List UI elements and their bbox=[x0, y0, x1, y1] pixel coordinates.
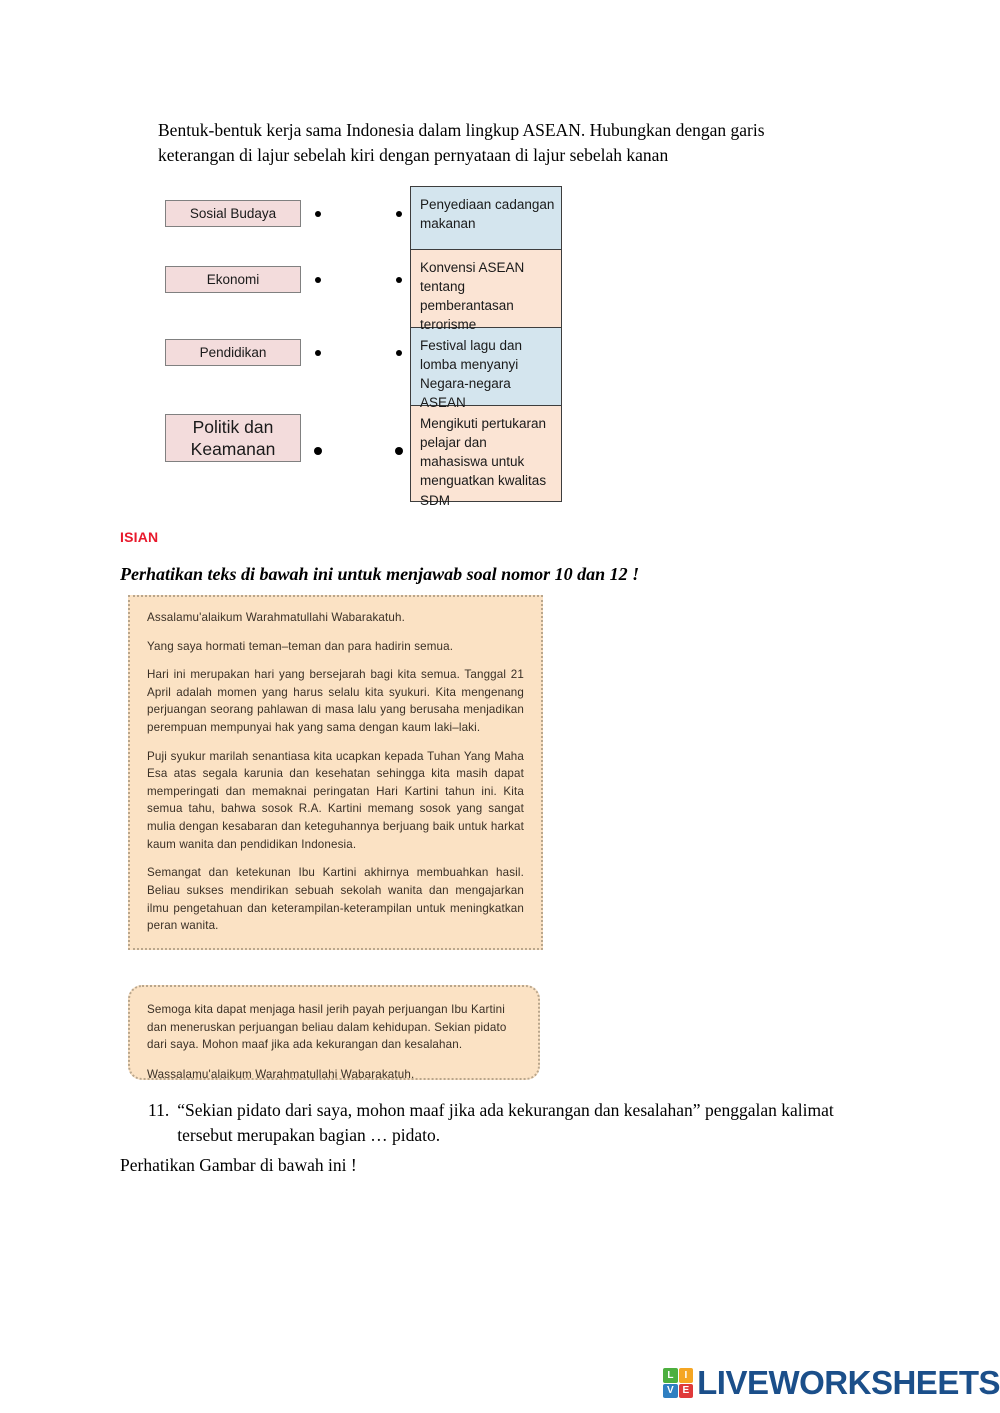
match-right-item-festival-lagu-asean[interactable]: Festival lagu dan lomba menyanyi Negara-negara ASEAN bbox=[411, 328, 561, 406]
intro-paragraph: Bentuk-bentuk kerja sama Indonesia dalam lingkup ASEAN. Hubungkan dengan garis keterangan di lajur sebelah kiri dengan pernyataan di lajur sebelah kanan bbox=[158, 120, 765, 165]
match-left-connector-dot-1[interactable] bbox=[315, 211, 321, 217]
liveworksheets-wordmark: LIVEWORKSHEETS bbox=[697, 1364, 1000, 1401]
speech-passage-main bbox=[128, 595, 543, 950]
isian-section-heading: ISIAN bbox=[120, 529, 159, 545]
speech-paragraph bbox=[147, 946, 524, 950]
match-right-connector-dot-2[interactable] bbox=[396, 277, 402, 283]
reading-instruction: Perhatikan teks di bawah ini untuk menjawab soal nomor 10 dan 12 ! bbox=[120, 564, 640, 584]
speech-paragraph: Semangat dan ketekunan Ibu Kartini akhirnya membuahkan hasil. Beliau sukses mendirikan sebuah sekolah wanita dan mengajarkan ilmu pengetahuan dan keterampilan-keterampilan untuk meningkatkan peran wanita. bbox=[147, 866, 524, 933]
speech-paragraph: Puji syukur marilah senantiasa kita ucapkan kepada Tuhan Yang Maha Esa atas segala karunia dan kesehatan sehingga kita masih dapat memperingati dan memaknai peringatan Hari Kartini tahun ini. Kita semua tahu, bahwa sosok R.A. Kartini memang sosok yang sangat mulia dengan kesabaran dan keteguhannya berjuang baik untuk harkat kaum wanita dan pendidikan Indonesia. bbox=[147, 749, 524, 851]
match-right-connector-dot-1[interactable] bbox=[396, 211, 402, 217]
liveworksheets-logo-icon bbox=[663, 1368, 693, 1398]
logo-letter-e: E bbox=[679, 1384, 694, 1399]
match-right-item-pertukaran-pelajar[interactable]: Mengikuti pertukaran pelajar dan mahasiswa untuk menguatkan kwalitas SDM bbox=[411, 406, 561, 501]
speech-closing-paragraph: Semoga kita dapat menjaga hasil jerih payah perjuangan Ibu Kartini dan meneruskan perjuangan beliau dalam kehidupan. Sekian pidato dari saya. Mohon maaf jika ada kekurangan dan kesalahan. bbox=[147, 1003, 507, 1052]
matching-right-column bbox=[410, 186, 562, 508]
question-11 bbox=[148, 1098, 888, 1148]
speech-paragraph: Assalamu'alaikum Warahmatullahi Wabarakatuh. bbox=[147, 611, 405, 624]
match-left-item-pendidikan[interactable]: Pendidikan bbox=[165, 339, 301, 366]
match-right-connector-dot-3[interactable] bbox=[396, 350, 402, 356]
match-right-connector-dot-4[interactable] bbox=[395, 447, 403, 455]
question-text: “Sekian pidato dari saya, mohon maaf jika ada kekurangan dan kesalahan” penggalan kalimat tersebut merupakan bagian … pidato. bbox=[177, 1100, 834, 1145]
speech-paragraph: Hari ini merupakan hari yang bersejarah bagi kita semua. Tanggal 21 April adalah momen yang harus selalu kita syukuri. Kita mengenang perjuangan seorang pahlawan di masa lalu yang berusaha menjadikan perempuan mempunyai hak yang sama dengan kaum laki–laki. bbox=[147, 668, 524, 735]
match-right-item-konvensi-asean-terorisme[interactable]: Konvensi ASEAN tentang pemberantasan terorisme bbox=[411, 250, 561, 328]
match-left-connector-dot-3[interactable] bbox=[315, 350, 321, 356]
closing-note: Perhatikan Gambar di bawah ini ! bbox=[120, 1155, 357, 1175]
logo-letter-v: V bbox=[663, 1384, 678, 1399]
question-number: 11. bbox=[148, 1100, 170, 1120]
liveworksheets-logo[interactable] bbox=[663, 1364, 1000, 1402]
logo-letter-i: I bbox=[679, 1368, 694, 1383]
logo-letter-l: L bbox=[663, 1368, 678, 1383]
match-left-connector-dot-4[interactable] bbox=[314, 447, 322, 455]
speech-passage-closing bbox=[128, 985, 540, 1080]
matching-exercise bbox=[0, 186, 1000, 508]
match-left-item-ekonomi[interactable]: Ekonomi bbox=[165, 266, 301, 293]
match-right-item-penyediaan-cadangan-makanan[interactable]: Penyediaan cadangan makanan bbox=[411, 187, 561, 250]
speech-paragraph: Yang saya hormati teman–teman dan para hadirin semua. bbox=[147, 639, 454, 653]
match-left-item-politik-dan-keamanan[interactable]: Politik dan Keamanan bbox=[165, 414, 301, 462]
match-left-item-sosial-budaya[interactable]: Sosial Budaya bbox=[165, 200, 301, 227]
match-left-connector-dot-2[interactable] bbox=[315, 277, 321, 283]
speech-closing-paragraph: Wassalamu'alaikum Warahmatullahi Wabarakatuh. bbox=[147, 1067, 415, 1081]
